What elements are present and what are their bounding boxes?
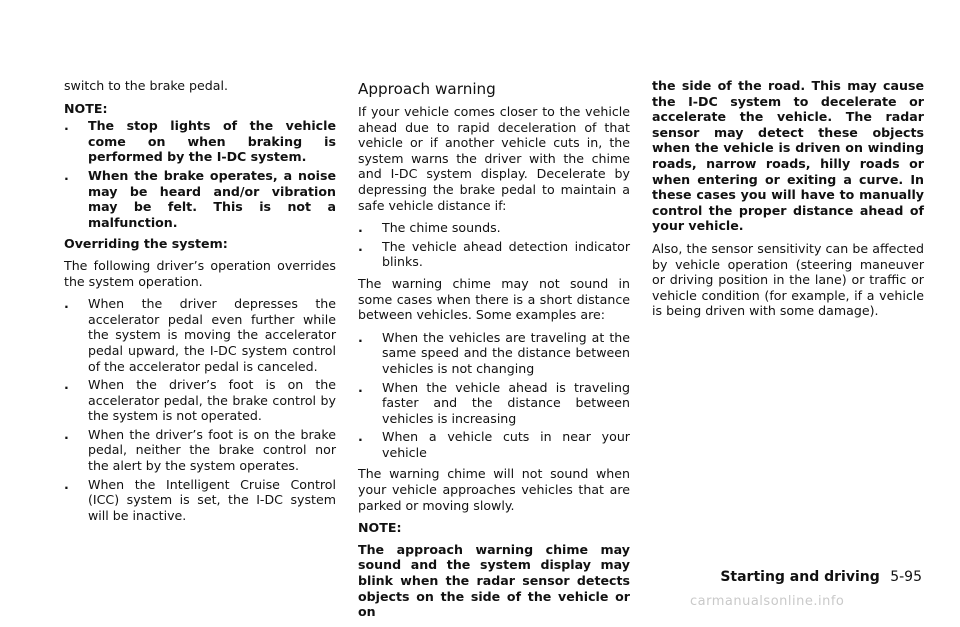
list-item-text: When the driver depresses the accelerator pedal even further while the system is moving the accelerator pedal upward, the I-DC system control of the accelerator pedal is canceled. [88, 296, 336, 374]
list-item-text: The chime sounds. [382, 220, 501, 236]
list-item [358, 429, 630, 460]
bullet: . [64, 476, 69, 492]
bullet: . [64, 426, 69, 442]
list-item [358, 380, 630, 427]
bullet: . [64, 167, 69, 183]
list-item [358, 220, 630, 236]
paragraph: The warning chime may not sound in some cases when there is a short distance between vehicles. Some examples are: [358, 275, 630, 323]
list-item-text: When the Intelligent Cruise Control (ICC) system is set, the I-DC system will be inactive. [88, 476, 336, 523]
list-item-text: The vehicle ahead detection indicator blinks. [382, 238, 630, 270]
list-item [64, 377, 336, 424]
bullet: . [358, 329, 363, 345]
section-heading: Approach warning [358, 80, 496, 98]
bullet: . [358, 429, 363, 445]
paragraph: Also, the sensor sensitivity can be affected by vehicle operation (steering maneuver or driving position in the lane) or traffic or vehicle condition (for example, if a vehicle is being driven with some damage). [652, 240, 924, 319]
subheading-overriding: Overriding the system: [64, 236, 228, 252]
note-text: The approach warning chime may sound and the system display may blink when the radar sensor detects objects on the side of the vehicle or on [358, 541, 630, 620]
section-name: Starting and driving [720, 569, 880, 585]
list-item [64, 477, 336, 524]
note-text: When the brake operates, a noise may be heard and/or vibration may be felt. This is not a malfunction. [88, 167, 336, 230]
list-item-text: When the vehicles are traveling at the same speed and the distance between vehicles is not changing [382, 329, 630, 376]
bullet: . [64, 377, 69, 393]
paragraph: The following driver’s operation overrides the system operation. [64, 257, 336, 289]
list-item-text: When a vehicle cuts in near your vehicle [382, 429, 630, 460]
note-label: NOTE: [64, 100, 108, 116]
column-1 [64, 78, 336, 529]
example-list [358, 330, 630, 461]
watermark: carmanualsonline.info [690, 594, 845, 609]
column-2 [358, 80, 630, 627]
bullet: . [358, 220, 363, 236]
bullet: . [358, 379, 363, 395]
list-item-text: When the driver’s foot is on the accelerator pedal, the brake control by the system is not operated. [88, 377, 336, 424]
bullet: . [64, 296, 69, 312]
list-item-text: When the vehicle ahead is traveling faster and the distance between vehicles is increasing [382, 379, 630, 426]
note-item [64, 118, 336, 165]
note-text: The stop lights of the vehicle come on when braking is performed by the I-DC system. [88, 118, 336, 165]
bullet: . [358, 238, 363, 254]
page-number: 5-95 [890, 569, 922, 585]
list-item-text: When the driver’s foot is on the brake pedal, neither the brake control nor the alert by the system operates. [88, 426, 336, 474]
column-3 [652, 78, 924, 326]
override-list [64, 296, 336, 523]
list-item [358, 239, 630, 270]
note-label: NOTE: [358, 520, 402, 536]
note-item [64, 168, 336, 230]
paragraph: If your vehicle comes closer to the vehicle ahead due to rapid deceleration of that vehicle or if another vehicle cuts in, the system warns the driver with the chime and I-DC system display. Decelerate by depressing the brake pedal to maintain a safe vehicle distance if: [358, 104, 630, 213]
bullet: . [64, 118, 69, 134]
note-list [64, 118, 336, 230]
list-item [64, 427, 336, 474]
note-continued: the side of the road. This may cause the I-DC system to decelerate or accelerate the vehicle. The radar sensor may detect these objects when the vehicle is driven on winding roads, narrow roads, hilly roads or when entering or exiting a curve. In these cases you will have to manually control the proper distance ahead of your vehicle. [652, 78, 924, 234]
list-item [64, 296, 336, 374]
condition-list [358, 220, 630, 270]
paragraph: The warning chime will not sound when your vehicle approaches vehicles that are parked or moving slowly. [358, 466, 630, 513]
page-footer [720, 568, 922, 586]
paragraph: switch to the brake pedal. [64, 78, 228, 93]
list-item [358, 330, 630, 377]
